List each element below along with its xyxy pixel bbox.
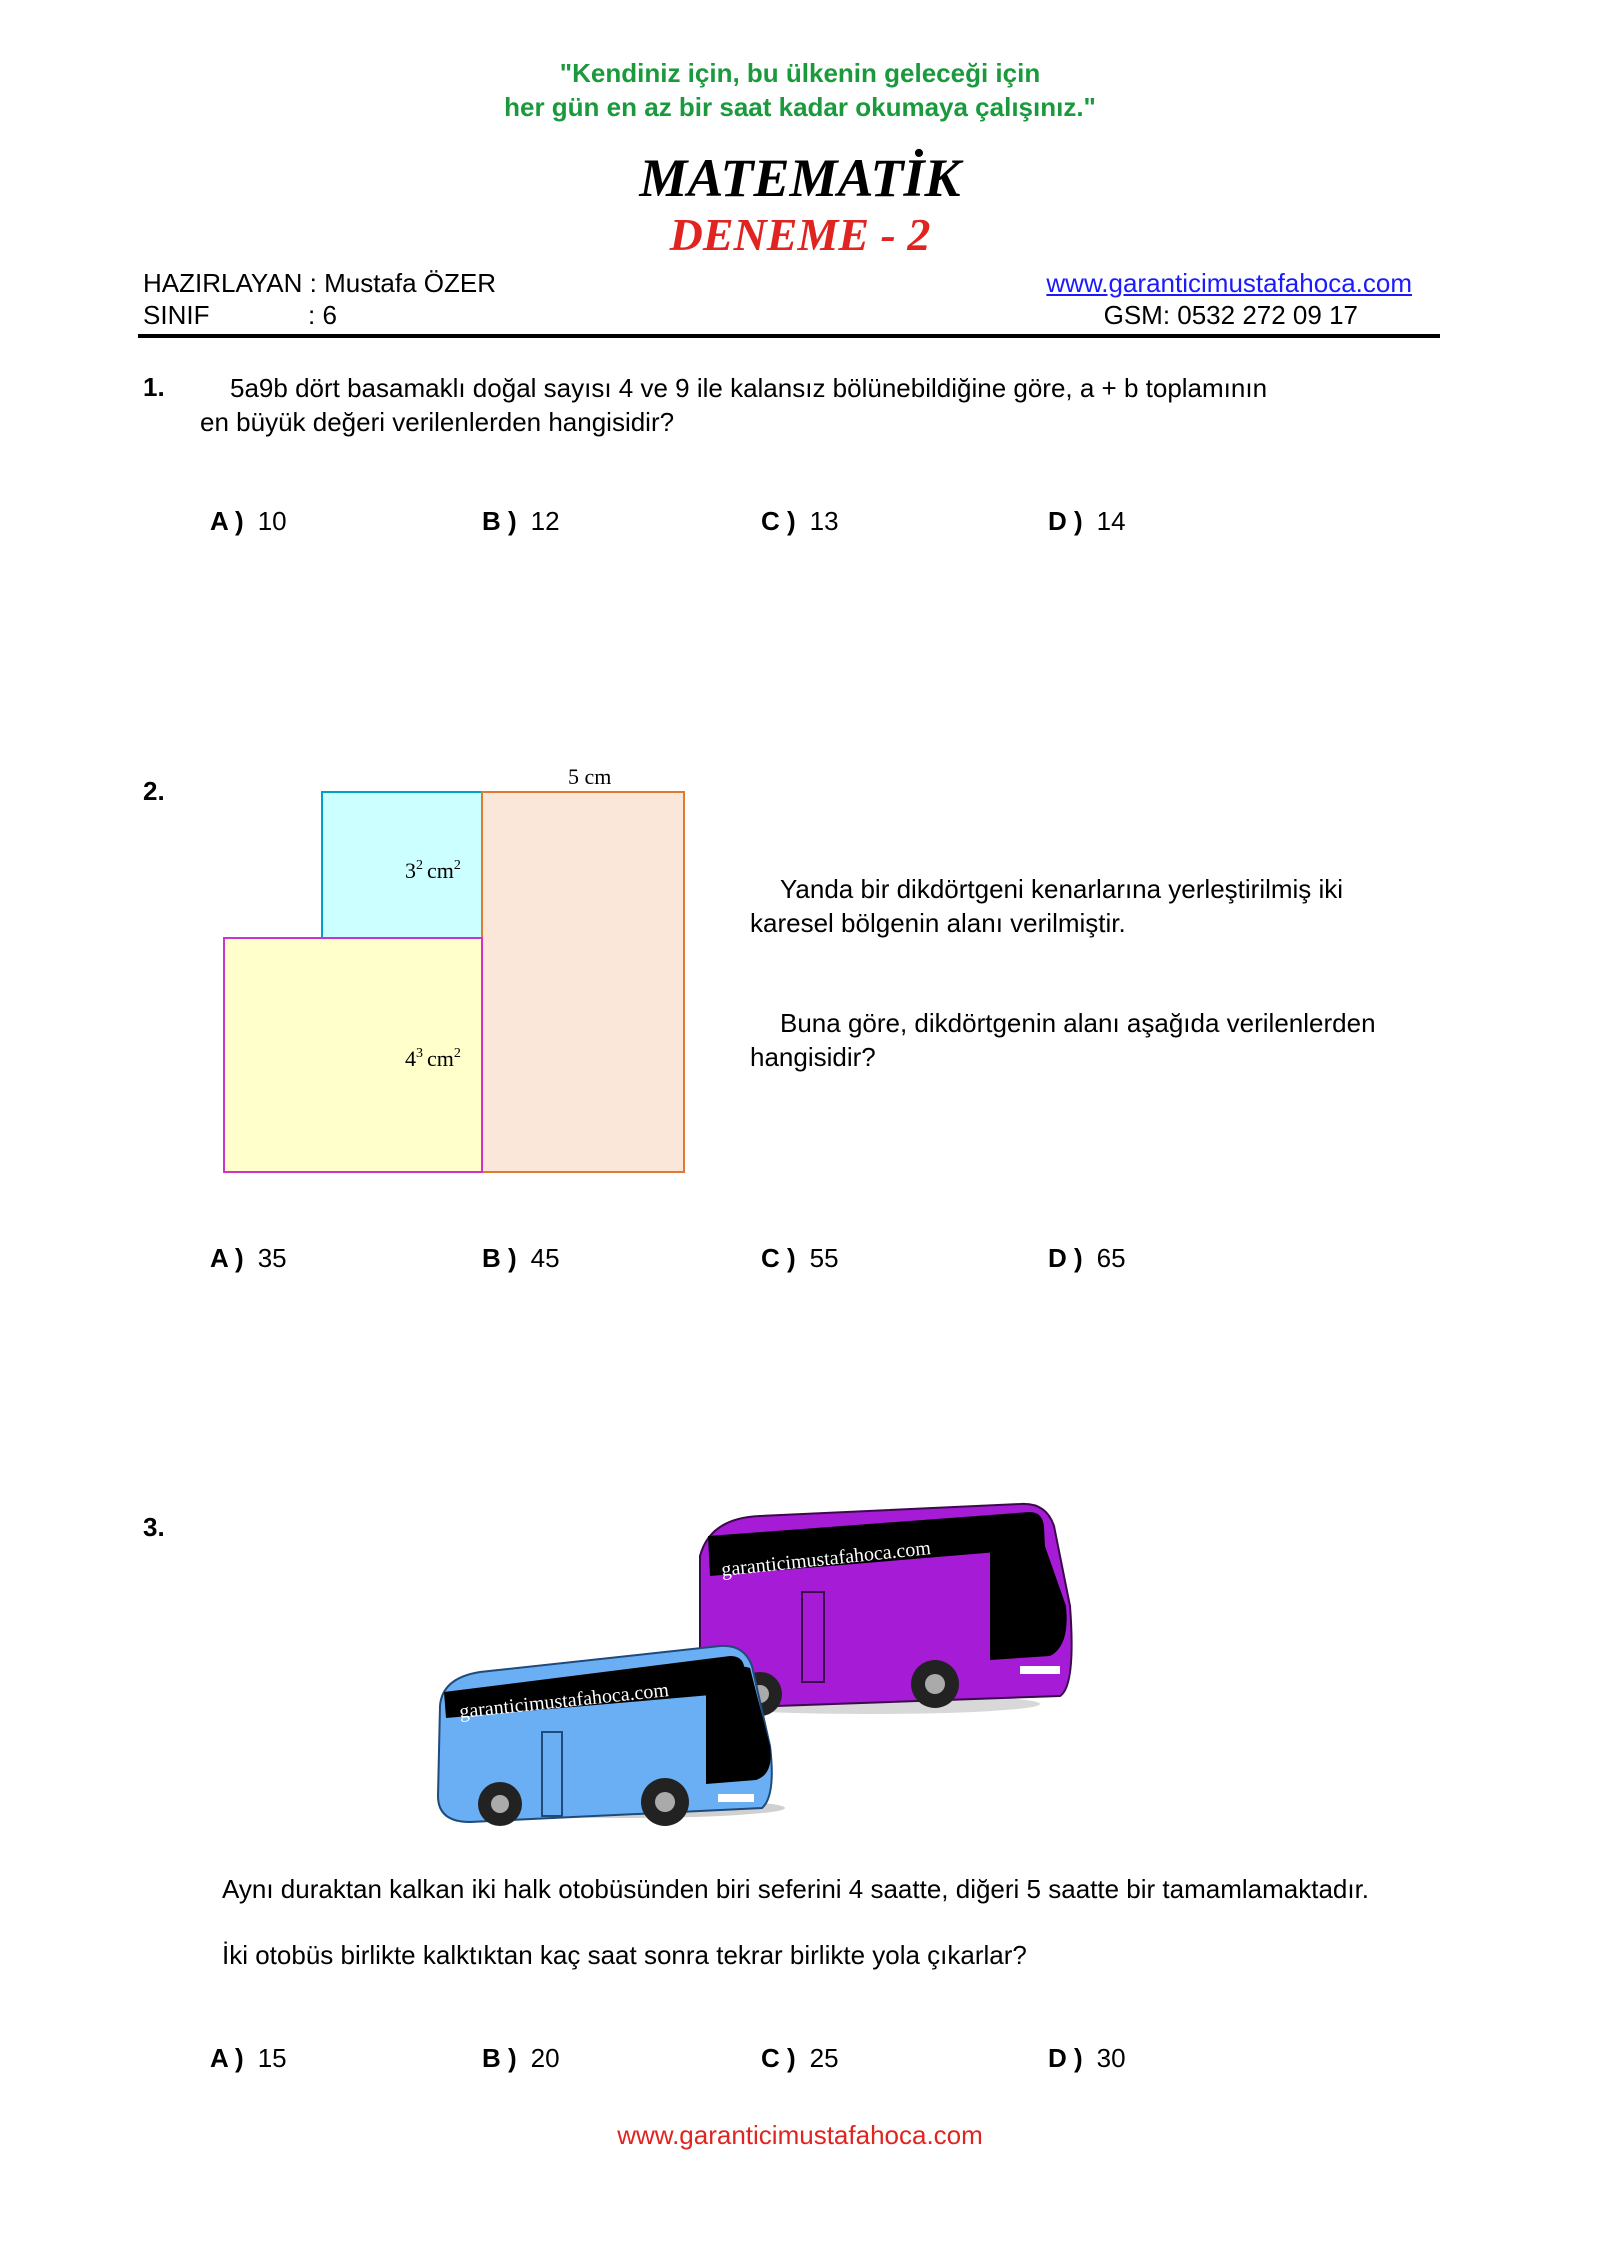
option-value: 20 — [530, 2043, 560, 2073]
option-value: 12 — [530, 506, 560, 536]
option-letter: A ) — [210, 1243, 244, 1273]
option-value: 10 — [257, 506, 287, 536]
option-letter: C ) — [761, 1243, 796, 1273]
question-2-option-a[interactable] — [210, 1243, 287, 1274]
question-3-option-d[interactable] — [1048, 2043, 1126, 2074]
rectangle — [482, 792, 684, 1172]
option-value: 45 — [530, 1243, 560, 1273]
question-2-text-line1: Yanda bir dikdörtgeni kenarlarına yerleştirilmiş iki — [780, 874, 1344, 904]
question-3-number: 3. — [143, 1512, 165, 1542]
option-value: 13 — [809, 506, 839, 536]
question-3-text-line2: İki otobüs birlikte kalktıktan kaç saat sonra tekrar birlikte yola çıkarlar? — [222, 1940, 1027, 1970]
option-value: 35 — [257, 1243, 287, 1273]
question-1-option-d[interactable] — [1048, 506, 1126, 537]
option-letter: B ) — [482, 2043, 517, 2073]
question-2-text-line2: karesel bölgenin alanı verilmiştir. — [750, 908, 1126, 938]
option-value: 25 — [809, 2043, 839, 2073]
question-3-option-a[interactable] — [210, 2043, 287, 2074]
option-letter: D ) — [1048, 2043, 1083, 2073]
option-value: 65 — [1096, 1243, 1126, 1273]
question-2-text-line3: Buna göre, dikdörtgenin alanı aşağıda verilenlerden — [780, 1008, 1376, 1038]
class-value: : 6 — [308, 300, 337, 330]
question-2-text-line4: hangisidir? — [750, 1042, 876, 1072]
class-label: SINIF — [143, 300, 210, 330]
phone-number: GSM: 0532 272 09 17 — [1103, 300, 1358, 330]
option-letter: D ) — [1048, 506, 1083, 536]
question-2-option-c[interactable] — [761, 1243, 839, 1274]
question-3-option-b[interactable] — [482, 2043, 560, 2074]
option-letter: B ) — [482, 1243, 517, 1273]
header-website-link[interactable]: www.garanticimustafahoca.com — [1046, 268, 1412, 298]
option-letter: D ) — [1048, 1243, 1083, 1273]
option-value: 55 — [809, 1243, 839, 1273]
motto-line-1: "Kendiniz için, bu ülkenin geleceği için — [559, 58, 1041, 88]
question-1-option-c[interactable] — [761, 506, 839, 537]
option-letter: C ) — [761, 2043, 796, 2073]
question-1-text-line1: 5a9b dört basamaklı doğal sayısı 4 ve 9 ile kalansız bölünebildiğine göre, a + b toplamının — [230, 373, 1268, 403]
purple-bus-text: garanticimustafahoca.com — [720, 1537, 932, 1581]
option-value: 14 — [1096, 506, 1126, 536]
header-divider — [138, 334, 1440, 338]
question-1-option-b[interactable] — [482, 506, 560, 537]
option-value: 15 — [257, 2043, 287, 2073]
motto-line-2: her gün en az bir saat kadar okumaya çalışınız." — [504, 92, 1096, 122]
option-letter: A ) — [210, 2043, 244, 2073]
question-2-number: 2. — [143, 776, 165, 806]
question-1-option-a[interactable] — [210, 506, 287, 537]
footer-website[interactable]: www.garanticimustafahoca.com — [617, 2120, 983, 2150]
buses-illustration — [430, 1496, 1150, 1856]
option-value: 30 — [1096, 2043, 1126, 2073]
question-2-option-b[interactable] — [482, 1243, 560, 1274]
option-letter: B ) — [482, 506, 517, 536]
question-3-text-line1: Aynı duraktan kalkan iki halk otobüsünden biri seferini 4 saatte, diğeri 5 saatte bir tamamlamaktadır. — [222, 1874, 1370, 1904]
question-2-option-d[interactable] — [1048, 1243, 1126, 1274]
option-letter: C ) — [761, 506, 796, 536]
author-label: HAZIRLAYAN : Mustafa ÖZER — [143, 268, 497, 298]
question-2-figure — [210, 760, 700, 1180]
large-square-area-label: $4^3$ $cm^2$ — [405, 1046, 461, 1071]
blue-bus-text: garanticimustafahoca.com — [458, 1679, 670, 1723]
subject-title: MATEMATİK — [639, 148, 961, 208]
question-1-text-line2: en büyük değeri verilenlerden hangisidir? — [200, 407, 675, 437]
question-1-number: 1. — [143, 372, 165, 402]
rectangle-width-label: 5 cm — [568, 764, 612, 789]
question-3-option-c[interactable] — [761, 2043, 839, 2074]
blue-bus — [438, 1646, 785, 1826]
small-square-area-label: $3^2$ $cm^2$ — [405, 858, 461, 883]
option-letter: A ) — [210, 506, 244, 536]
exam-title: DENEME - 2 — [669, 209, 931, 260]
